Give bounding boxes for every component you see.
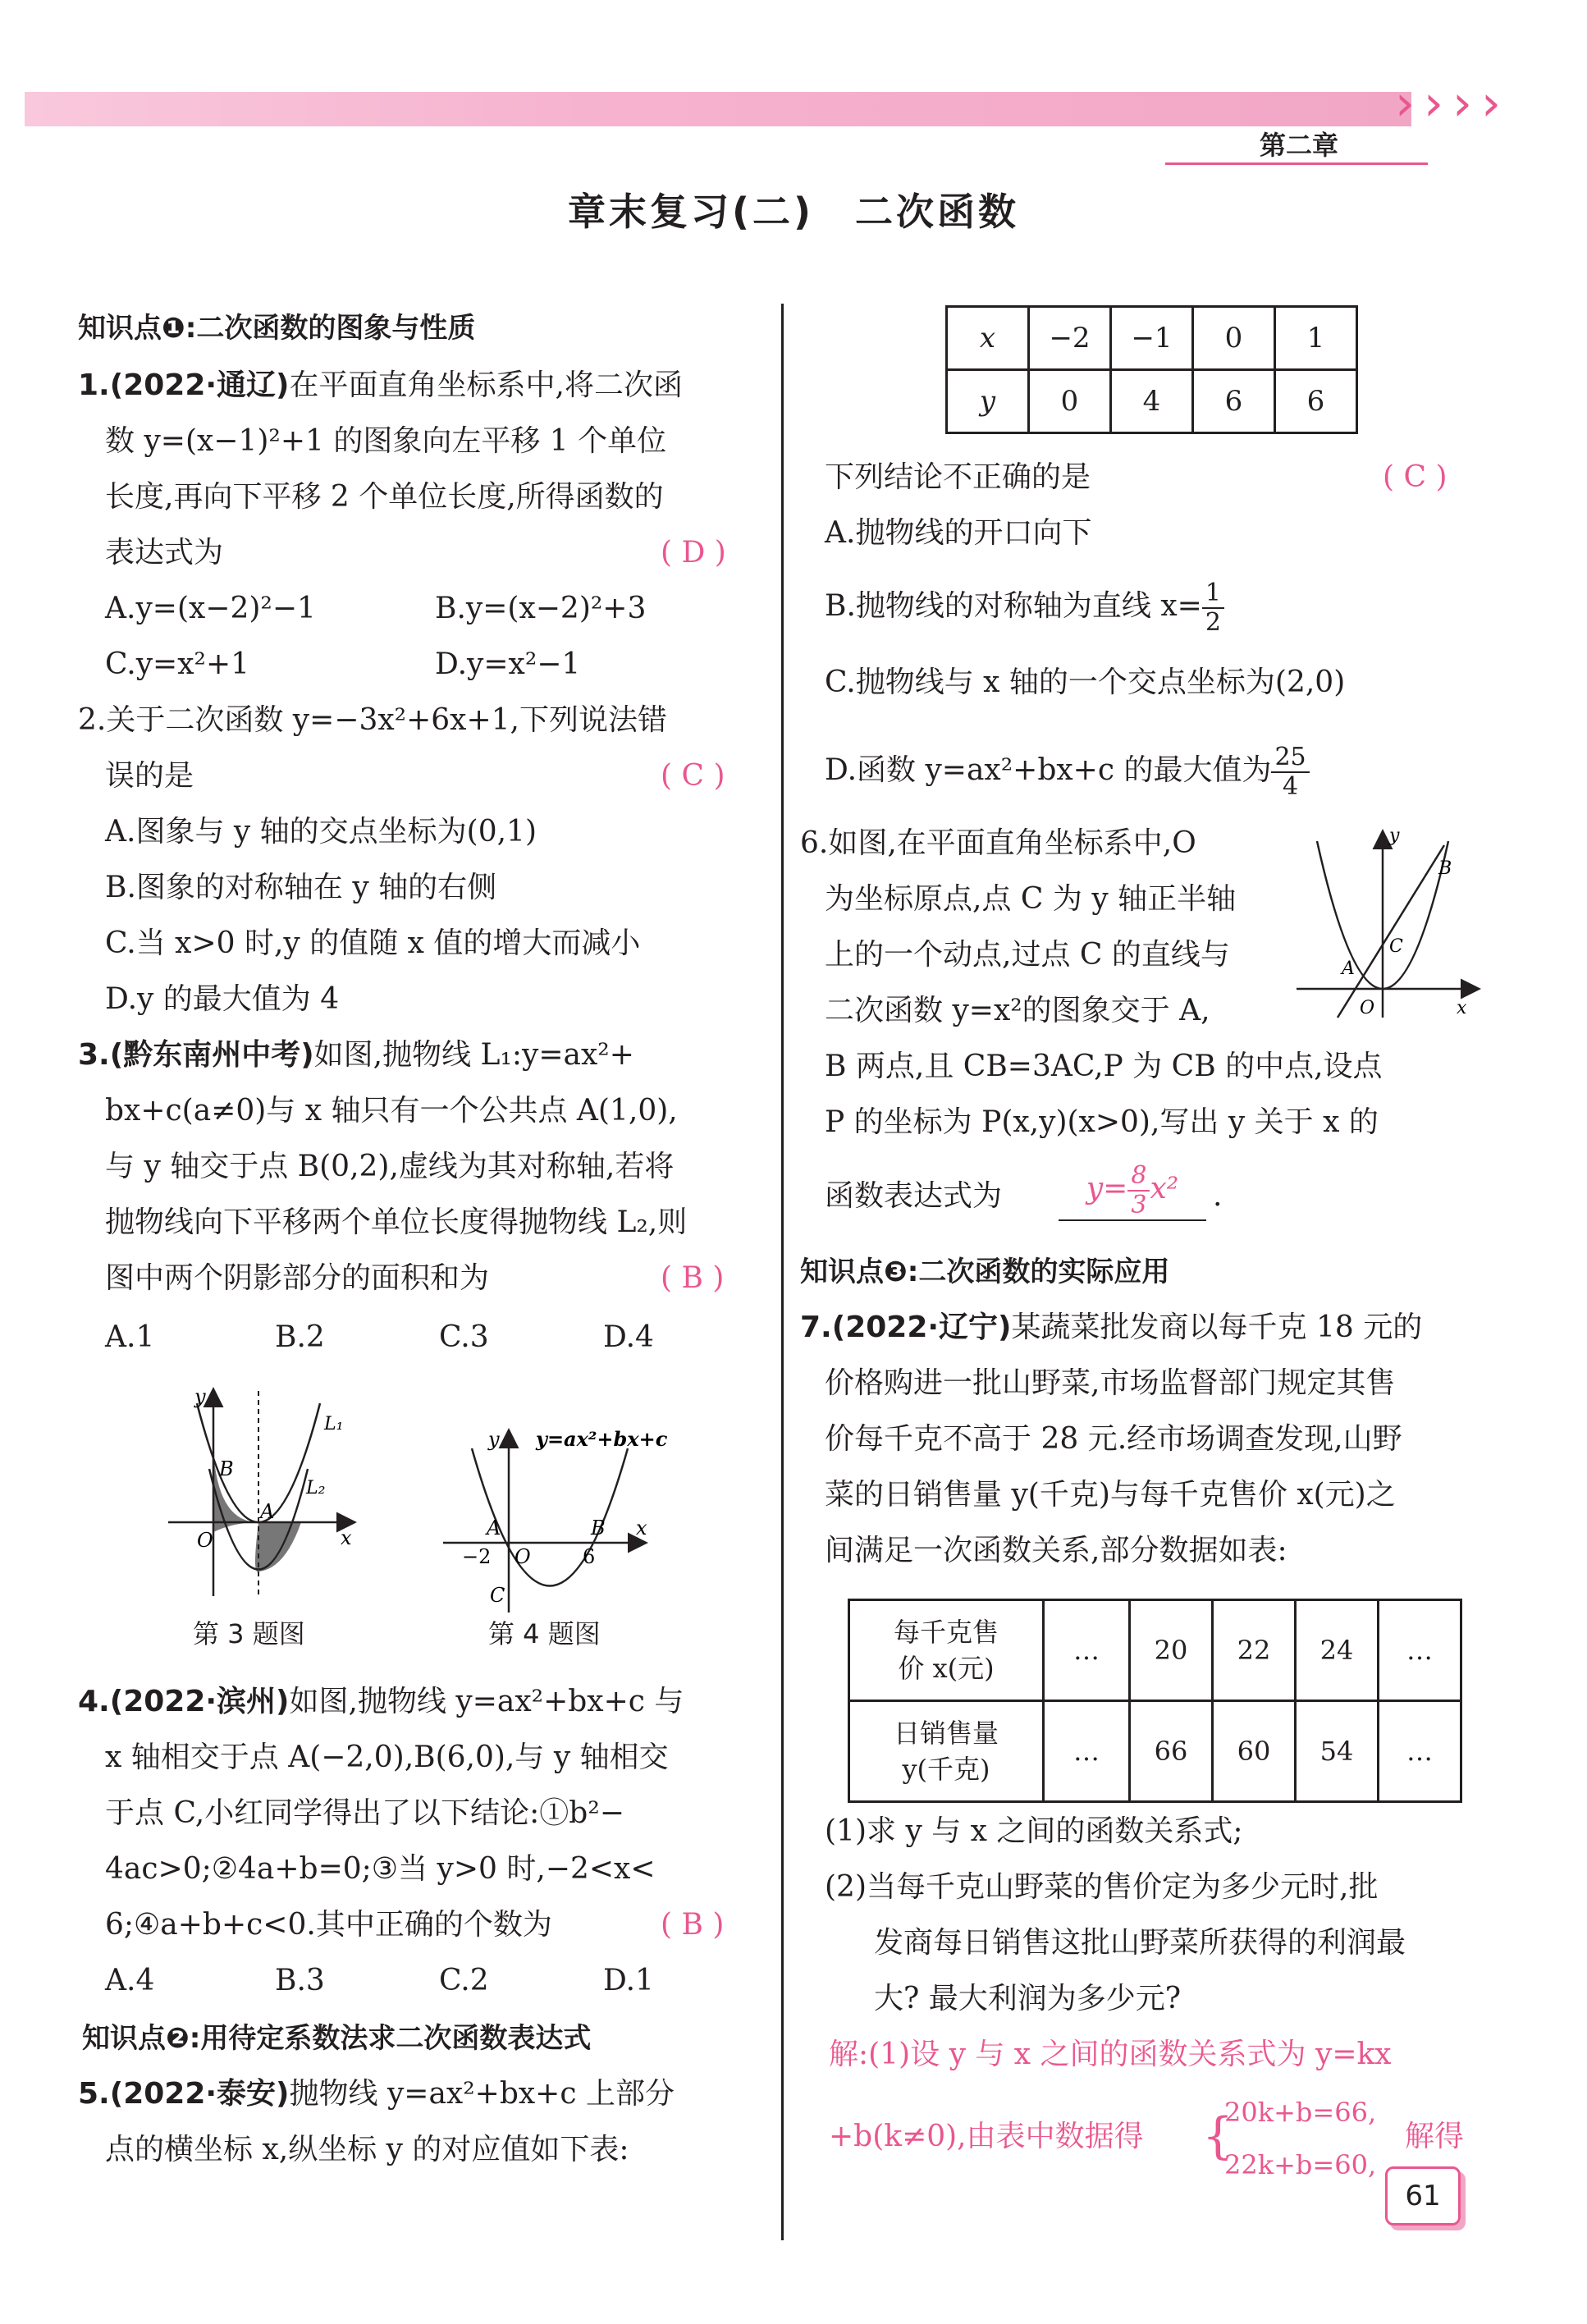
fig3-label: L₂ — [306, 1478, 326, 1498]
question-7-part-2: 大? 最大利润为多少元? — [874, 1982, 1182, 2015]
figure-3-caption: 第 3 题图 — [193, 1618, 305, 1649]
question-7-line: 价格购进一批山野菜,市场监督部门规定其售 — [825, 1366, 1396, 1400]
table-cell: −2 — [1029, 307, 1111, 370]
option-c: C.抛物线与 x 轴的一个交点坐标为(2,0) — [825, 666, 1346, 699]
question-6-line: 6.如图,在平面直角坐标系中,O — [800, 826, 1196, 860]
knowledge-point-2: 知识点❷:用待定系数法求二次函数表达式 — [82, 2022, 592, 2055]
fig3-label: x — [341, 1526, 352, 1549]
question-6-line: 上的一个动点,过点 C 的直线与 — [825, 938, 1230, 972]
q7-sales-table — [848, 1599, 1462, 1803]
question-3-line: bx+c(a≠0)与 x 轴只有一个公共点 A(1,0), — [105, 1094, 678, 1128]
table-cell: 66 — [1130, 1701, 1213, 1802]
fig3-label: A — [260, 1500, 275, 1523]
q5-value-table — [945, 305, 1358, 434]
question-1-line: 数 y=(x−1)²+1 的图象向左平移 1 个单位 — [105, 424, 667, 458]
solution-line: 解:(1)设 y 与 x 之间的函数关系式为 y=kx — [829, 2038, 1392, 2071]
table-cell: 1 — [1275, 307, 1357, 370]
fig4-label: x — [636, 1517, 647, 1539]
page-number: 61 — [1385, 2166, 1461, 2226]
question-1-answer: ( D ) — [661, 536, 726, 570]
option-d: D.4 — [603, 1320, 654, 1354]
option-b: B.2 — [275, 1320, 325, 1354]
chapter-label: 第二章 — [1260, 130, 1339, 161]
option-d: D.1 — [603, 1964, 654, 1997]
question-4-line: 4.(2022·滨州)如图,抛物线 y=ax²+bx+c 与 — [78, 1685, 684, 1718]
fig4-label: B — [591, 1517, 606, 1539]
fig6-label: C — [1389, 936, 1403, 957]
table-cell: x — [947, 307, 1029, 370]
question-4-line: 4ac>0;②4a+b=0;③当 y>0 时,−2<x< — [105, 1852, 656, 1886]
question-1-line: 长度,再向下平移 2 个单位长度,所得函数的 — [105, 480, 664, 514]
table-cell: 54 — [1296, 1701, 1379, 1802]
question-7-part-2: (2)当每千克山野菜的售价定为多少元时,批 — [825, 1870, 1379, 1904]
question-5-prompt: 下列结论不正确的是 — [825, 460, 1091, 494]
chevron-icon: › — [1481, 75, 1501, 132]
solution-line: 解得 — [1405, 2120, 1465, 2153]
table-cell: 24 — [1296, 1600, 1379, 1701]
table-cell: −1 — [1111, 307, 1193, 370]
option-d: D.y 的最大值为 4 — [105, 982, 340, 1016]
fig3-label: y — [194, 1385, 206, 1408]
question-3-line: 3.(黔东南州中考)如图,抛物线 L₁:y=ax²+ — [78, 1038, 634, 1072]
option-c: C.3 — [439, 1320, 489, 1354]
table-cell: 4 — [1111, 370, 1193, 433]
fig6-label: A — [1342, 958, 1355, 979]
question-4-line: 6;④a+b+c<0.其中正确的个数为 — [105, 1908, 552, 1942]
table-cell: 0 — [1193, 307, 1275, 370]
solution-line: +b(k≠0),由表中数据得 — [829, 2120, 1144, 2153]
question-1-line: 表达式为 — [105, 536, 224, 570]
question-4-line: 于点 C,小红同学得出了以下结论:①b²− — [105, 1796, 624, 1830]
option-d: D.y=x²−1 — [435, 647, 581, 681]
equation-2: 22k+b=60, — [1224, 2149, 1377, 2180]
question-7-part-1: (1)求 y 与 x 之间的函数关系式; — [825, 1814, 1243, 1848]
option-a: A.y=(x−2)²−1 — [105, 592, 316, 625]
table-cell: … — [1044, 1600, 1130, 1701]
fig4-label: C — [490, 1584, 505, 1607]
option-c: C.2 — [439, 1964, 489, 1997]
table-cell: … — [1379, 1600, 1461, 1701]
question-7-part-2: 发商每日销售这批山野菜所获得的利润最 — [874, 1926, 1406, 1960]
fig4-label: −2 — [462, 1545, 492, 1568]
question-7-line: 7.(2022·辽宁)某蔬菜批发商以每千克 18 元的 — [800, 1311, 1423, 1344]
question-3-answer: ( B ) — [661, 1261, 725, 1295]
question-4-answer: ( B ) — [661, 1908, 725, 1942]
table-cell: 6 — [1275, 370, 1357, 433]
option-d: D.函数 y=ax²+bx+c 的最大值为 $\frac{25}{4}$ — [825, 743, 1310, 801]
table-cell: … — [1044, 1701, 1130, 1802]
fig6-label: y — [1389, 826, 1400, 846]
question-4-line: x 轴相交于点 A(−2,0),B(6,0),与 y 轴相交 — [105, 1741, 669, 1774]
question-6-line: 函数表达式为 — [825, 1179, 1003, 1213]
question-7-line: 价每千克不高于 28 元.经市场调查发现,山野 — [825, 1422, 1402, 1456]
chevron-icon: › — [1424, 75, 1443, 132]
table-row-label: 每千克售 价 x(元) — [849, 1600, 1044, 1701]
option-b: B.图象的对称轴在 y 轴的右侧 — [105, 871, 497, 904]
question-3-line: 与 y 轴交于点 B(0,2),虚线为其对称轴,若将 — [105, 1150, 675, 1183]
option-b: B.y=(x−2)²+3 — [435, 592, 647, 625]
header-band — [25, 92, 1411, 126]
table-cell: 60 — [1213, 1701, 1296, 1802]
option-a: A.抛物线的开口向下 — [825, 516, 1092, 550]
fig6-label: B — [1438, 858, 1452, 879]
fraction: $\frac{25}{4}$ — [1271, 743, 1309, 801]
fig4-label: 6 — [583, 1545, 596, 1568]
question-1-line: 1.(2022·通辽)在平面直角坐标系中,将二次函 — [78, 368, 683, 402]
figure-6 — [1292, 825, 1481, 1022]
figure-4-caption: 第 4 题图 — [488, 1618, 601, 1649]
fig6-label: x — [1457, 998, 1467, 1018]
brace: { — [1202, 2107, 1234, 2165]
fig4-label: O — [515, 1545, 531, 1568]
table-cell: 20 — [1130, 1600, 1213, 1701]
question-2-answer: ( C ) — [661, 759, 725, 793]
equation-1: 20k+b=66, — [1224, 2097, 1377, 2128]
column-divider — [781, 304, 784, 2240]
fig6-label: O — [1360, 998, 1375, 1018]
option-b: B.抛物线的对称轴为直线 x= $\frac{1}{2}$ — [825, 579, 1224, 637]
figure-4 — [439, 1411, 685, 1617]
question-2-line: 2.关于二次函数 y=−3x²+6x+1,下列说法错 — [78, 703, 667, 737]
chevron-icon: › — [1452, 75, 1472, 132]
table-cell: … — [1379, 1701, 1461, 1802]
option-b: B.3 — [275, 1964, 325, 1997]
page-title: 章末复习(二) 二次函数 — [567, 190, 1020, 234]
question-2-line: 误的是 — [105, 759, 194, 793]
fig4-label: y — [488, 1428, 500, 1451]
fig3-label: B — [219, 1457, 234, 1480]
option-a: A.1 — [105, 1320, 155, 1354]
option-a: A.图象与 y 轴的交点坐标为(0,1) — [105, 815, 537, 849]
question-7-line: 菜的日销售量 y(千克)与每千克售价 x(元)之 — [825, 1478, 1396, 1512]
question-3-line: 抛物线向下平移两个单位长度得抛物线 L₂,则 — [105, 1205, 688, 1239]
period: . — [1213, 1179, 1223, 1213]
question-6-line: B 两点,且 CB=3AC,P 为 CB 的中点,设点 — [825, 1050, 1383, 1083]
question-5-answer: ( C ) — [1383, 460, 1448, 494]
knowledge-point-3: 知识点❸:二次函数的实际应用 — [800, 1256, 1170, 1288]
fig4-equation: y=ax²+bx+c — [536, 1427, 668, 1451]
option-c: C.当 x>0 时,y 的值随 x 值的增大而减小 — [105, 926, 641, 960]
fig4-label: A — [487, 1517, 501, 1539]
fraction: $\frac{1}{2}$ — [1202, 579, 1224, 637]
question-7-line: 间满足一次函数关系,部分数据如表: — [825, 1534, 1287, 1567]
table-cell: 0 — [1029, 370, 1111, 433]
question-5-line: 点的横坐标 x,纵坐标 y 的对应值如下表: — [105, 2133, 629, 2166]
question-6-line: 为坐标原点,点 C 为 y 轴正半轴 — [825, 882, 1237, 916]
option-c: C.y=x²+1 — [105, 647, 250, 681]
table-cell: y — [947, 370, 1029, 433]
fraction: $\frac{8}{3}$ — [1127, 1162, 1150, 1219]
chevron-icon: › — [1395, 75, 1415, 132]
fig3-label: O — [197, 1529, 213, 1552]
knowledge-point-1: 知识点❶:二次函数的图象与性质 — [78, 312, 476, 345]
option-a: A.4 — [105, 1964, 155, 1997]
question-6-line: P 的坐标为 P(x,y)(x>0),写出 y 关于 x 的 — [825, 1105, 1379, 1139]
question-3-line: 图中两个阴影部分的面积和为 — [105, 1261, 490, 1295]
table-cell: 22 — [1213, 1600, 1296, 1701]
table-row-label: 日销售量 y(千克) — [849, 1701, 1044, 1802]
fig3-label: L₁ — [324, 1414, 344, 1434]
question-5-line: 5.(2022·泰安)抛物线 y=ax²+bx+c 上部分 — [78, 2077, 675, 2111]
question-6-line: 二次函数 y=x²的图象交于 A, — [825, 994, 1210, 1027]
figure-3 — [160, 1379, 365, 1600]
question-6-answer: y= $\frac{8}{3}$ x² — [1059, 1162, 1206, 1221]
table-cell: 6 — [1193, 370, 1275, 433]
